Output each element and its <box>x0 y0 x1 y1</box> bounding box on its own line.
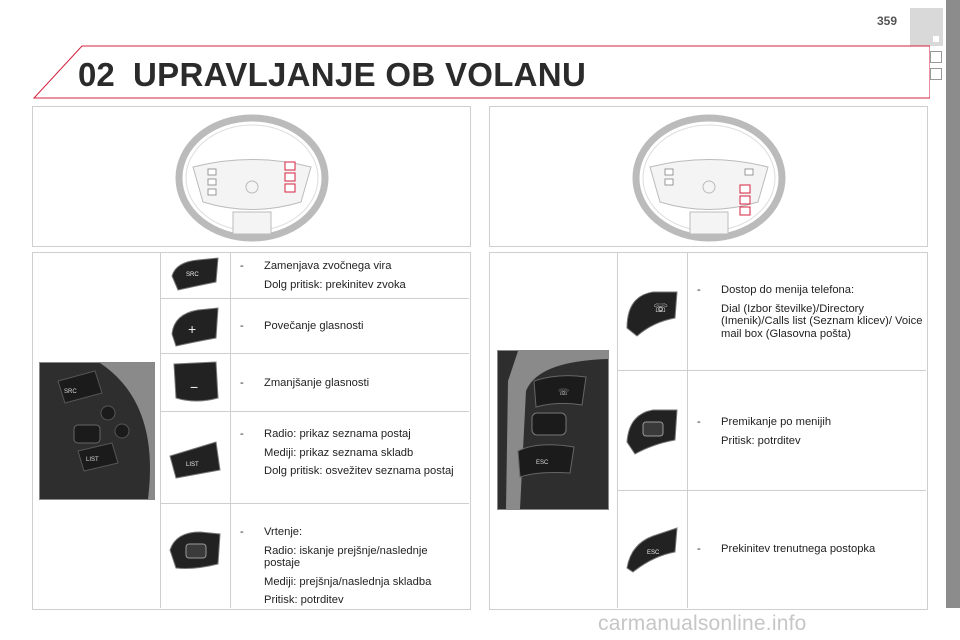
right-row-3-line-1: Prekinitev trenutnega postopka <box>721 543 876 555</box>
left-row-5-line-4: Pritisk: potrditev <box>264 594 344 606</box>
right-table-divider-2 <box>687 252 688 608</box>
left-row-4-line-2: Mediji: prikaz seznama skladb <box>264 446 414 459</box>
left-table-divider-2 <box>230 252 231 608</box>
volume-down-button-thumb <box>168 358 222 406</box>
left-row-separator <box>160 353 469 354</box>
side-checkbox-2 <box>930 68 942 80</box>
left-row-5-line-3: Mediji: prejšnja/naslednja skladba <box>264 575 432 588</box>
left-row-4-line-3: Dolg pritisk: osvežitev seznama postaj <box>264 465 454 477</box>
steering-wheel-right-icon <box>490 107 927 246</box>
wheel-illustration-right <box>489 106 928 247</box>
right-row-2-line-2: Pritisk: potrditev <box>721 434 801 447</box>
right-controls-photo <box>497 350 609 510</box>
right-row-1-line-2: Dial (Izbor številke)/Directory (Imenik)/Calls list (Seznam klicev)/ Voice mail box (Glasovna pošta) <box>721 302 923 340</box>
left-row-2-text: - Povečanje glasnosti <box>240 320 464 333</box>
chapter-title: UPRAVLJANJE OB VOLANU <box>133 56 587 93</box>
phone-button-thumb <box>623 288 681 340</box>
left-row-separator <box>160 503 469 504</box>
left-row-4-text: - Radio: prikaz seznama postaj Mediji: prikaz seznama skladb Dolg pritisk: osvežitev seznama postaj <box>240 428 458 478</box>
phone-controls-photo-icon <box>498 351 608 509</box>
right-row-3-text: - Prekinitev trenutnega postopka <box>697 543 921 556</box>
right-row-1-text: - Dostop do menija telefona: Dial (Izbor številke)/Directory (Imenik)/Calls list (Seznam klicev)/ Voice mail box (Glasovna pošta) <box>697 284 923 340</box>
page-number: 359 <box>877 14 898 28</box>
phone-icon: ☏ <box>653 301 669 315</box>
src-button-thumb <box>168 256 222 292</box>
wheel-illustration-left <box>32 106 471 247</box>
right-table-divider <box>617 252 618 608</box>
volume-down-label: − <box>190 379 199 395</box>
esc-button-label: ESC <box>647 550 660 556</box>
right-row-separator <box>617 490 926 491</box>
photo-esc-label: ESC <box>536 460 549 466</box>
left-row-2-line-1: Povečanje glasnosti <box>264 320 364 332</box>
corner-tab-dot <box>933 36 939 42</box>
left-row-5-text: - Vrtenje: Radio: iskanje prejšnje/naslednje postaje Mediji: prejšnja/naslednja skladba Pritisk: potrditev <box>240 526 464 607</box>
left-row-3-text: - Zmanjšanje glasnosti <box>240 377 464 390</box>
side-scrollbar <box>946 0 960 608</box>
chapter-number: 02 <box>78 56 115 93</box>
left-row-separator <box>160 298 469 299</box>
list-button-label: LIST <box>186 462 199 468</box>
right-row-1-line-1: Dostop do menija telefona: <box>721 284 855 296</box>
photo-list-label: LIST <box>86 457 99 463</box>
list-button-thumb <box>166 436 224 480</box>
left-row-1-text: - Zamenjava zvočnega vira Dolg pritisk: prekinitev zvoka <box>240 260 464 291</box>
left-row-separator <box>160 411 469 412</box>
menu-wheel-thumb <box>623 406 681 456</box>
left-controls-photo <box>39 362 155 500</box>
esc-button-thumb <box>623 524 681 574</box>
left-table-divider <box>160 252 161 608</box>
scroll-wheel-thumb <box>166 528 224 572</box>
right-row-2-line-1: Premikanje po menijih <box>721 416 832 428</box>
right-row-separator <box>617 370 926 371</box>
left-row-1-line-2: Dolg pritisk: prekinitev zvoka <box>264 278 406 291</box>
svg-text:☏: ☏ <box>558 388 570 398</box>
side-checkbox-1 <box>930 51 942 63</box>
watermark: carmanualsonline.info <box>598 612 807 635</box>
steering-wheel-left-icon <box>33 107 470 246</box>
volume-up-label: + <box>188 321 197 337</box>
audio-controls-photo-icon <box>40 363 154 499</box>
volume-up-button-thumb <box>168 304 222 348</box>
photo-src-label: SRC <box>64 389 77 395</box>
right-row-2-text: - Premikanje po menijih Pritisk: potrditev <box>697 416 921 447</box>
src-button-label: SRC <box>186 272 199 278</box>
left-row-5-line-2: Radio: iskanje prejšnje/naslednje postaje <box>264 544 428 569</box>
left-row-1-line-1: Zamenjava zvočnega vira <box>264 260 392 272</box>
left-row-5-line-1: Vrtenje: <box>264 526 303 538</box>
left-row-3-line-1: Zmanjšanje glasnosti <box>264 377 370 389</box>
left-row-4-line-1: Radio: prikaz seznama postaj <box>264 428 411 440</box>
